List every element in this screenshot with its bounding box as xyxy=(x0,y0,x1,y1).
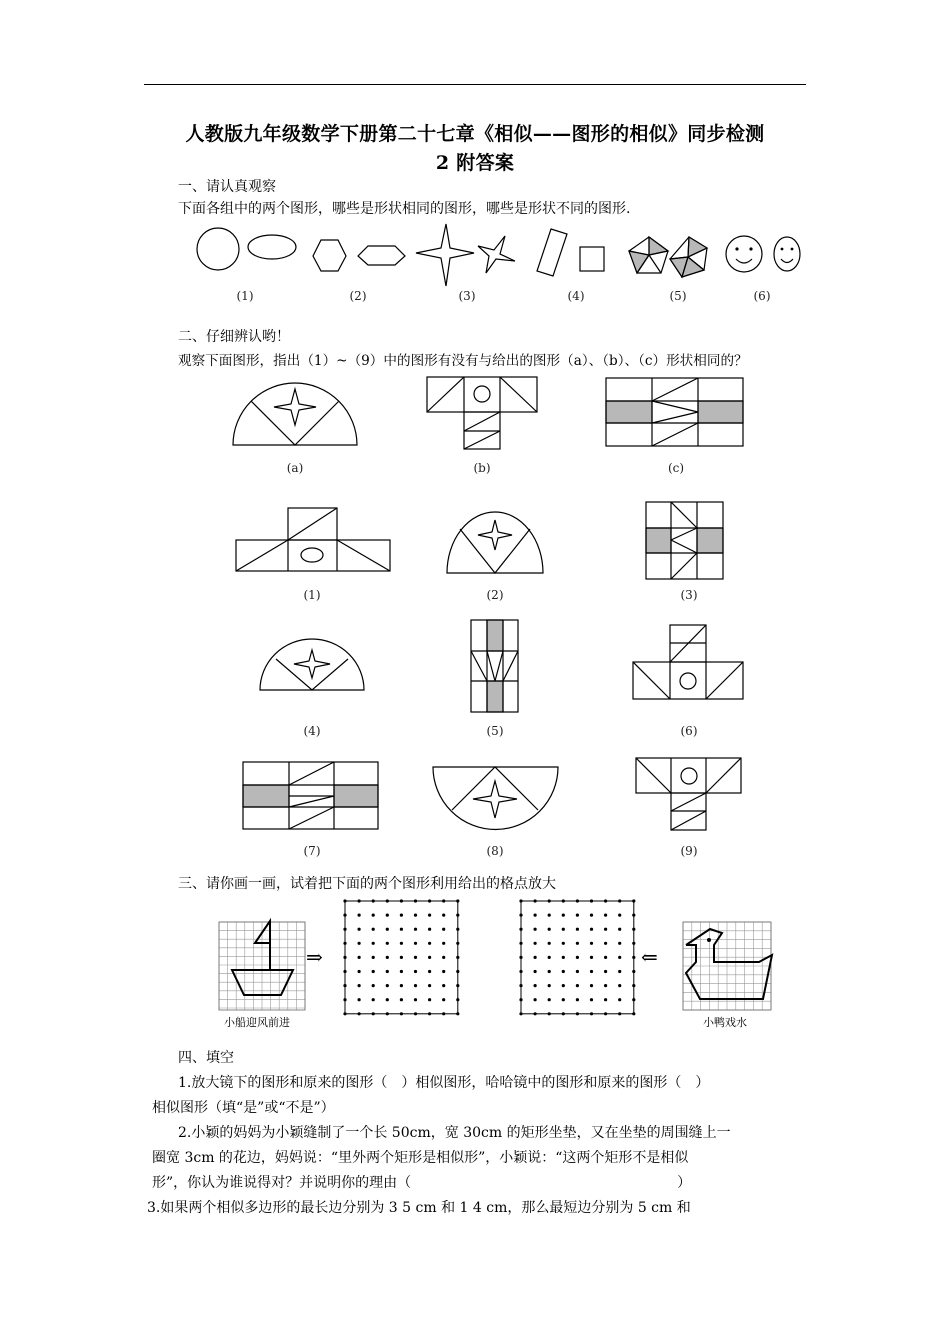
section3-heading: 三、请你画一画，试着把下面的两个图形利用给出的格点放大 xyxy=(178,876,556,892)
q2-line-2: 圈宽 3cm 的花边，妈妈说：“里外两个矩形是相似形”，小颖说：“这两个矩形不是相似 xyxy=(152,1150,689,1166)
caption-2: (2) xyxy=(486,588,504,602)
s1-caption-2: (2) xyxy=(349,289,367,303)
caption-4: (4) xyxy=(303,724,321,738)
caption-3: (3) xyxy=(680,588,698,602)
arrow-left: ⇐ xyxy=(641,945,658,969)
caption-6: (6) xyxy=(680,724,698,738)
caption-9: (9) xyxy=(680,844,698,858)
s1-caption-4: (4) xyxy=(567,289,585,303)
q1-line-1: 1.放大镜下的图形和原来的图形（ ）相似图形，哈哈镜中的图形和原来的图形（ ） xyxy=(178,1075,710,1091)
boat-caption: 小船迎风前进 xyxy=(224,1016,290,1029)
caption-1: (1) xyxy=(303,588,321,602)
section1-heading: 一、请认真观察 xyxy=(178,179,276,195)
dot-lattice-right xyxy=(519,899,635,1015)
s1-caption-1: (1) xyxy=(236,289,254,303)
arrow-right: ⇒ xyxy=(306,945,323,969)
duck-caption: 小鸭戏水 xyxy=(703,1016,747,1029)
title-line-1: 人教版九年级数学下册第二十七章《相似——图形的相似》同步检测 xyxy=(185,123,765,145)
q2-line-1: 2.小颖的妈妈为小颖缝制了一个长 50cm，宽 30cm 的矩形坐垫，又在坐垫的周围缝上一 xyxy=(178,1125,731,1141)
section2-instruction: 观察下面图形，指出（1）~（9）中的图形有没有与给出的图形（a）、（b）、（c）形状相同的？ xyxy=(178,353,748,369)
s1-caption-6: (6) xyxy=(753,289,771,303)
caption-5: (5) xyxy=(486,724,504,738)
caption-c: (c) xyxy=(667,461,685,475)
s1-caption-5: (5) xyxy=(669,289,687,303)
title-line-2: 2 附答案 xyxy=(435,152,515,174)
section4-heading: 四、填空 xyxy=(178,1050,234,1066)
caption-a: (a) xyxy=(286,461,304,475)
q2-line-3: 形”，你认为谁说得对？并说明你的理由（ ） xyxy=(152,1175,692,1191)
q1-line-2: 相似图形（填“是”或“不是”） xyxy=(152,1100,335,1116)
caption-8: (8) xyxy=(486,844,504,858)
caption-b: (b) xyxy=(473,461,491,475)
section2-heading: 二、仔细辨认哟！ xyxy=(178,329,290,345)
s1-caption-3: (3) xyxy=(458,289,476,303)
boat-sail xyxy=(255,921,270,943)
dot-lattice-left xyxy=(343,899,459,1015)
q3-line-1: 3.如果两个相似多边形的最长边分别为 3 5 cm 和 1 4 cm，那么最短边分别为 5 cm 和 xyxy=(147,1200,691,1216)
section1-instruction: 下面各组中的两个图形，哪些是形状相同的图形，哪些是形状不同的图形. xyxy=(178,201,631,217)
caption-7: (7) xyxy=(303,844,321,858)
